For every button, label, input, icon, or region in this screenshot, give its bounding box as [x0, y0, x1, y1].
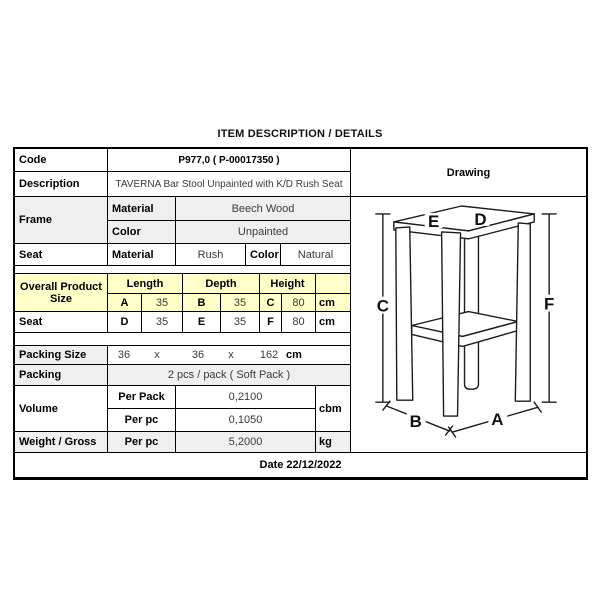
weight-per-pc-value: 5,2000 [175, 431, 316, 453]
stool-drawing [351, 197, 586, 452]
volume-per-pack-value: 0,2100 [175, 385, 316, 409]
dim-d-key: D [107, 311, 142, 333]
weight-unit: kg [315, 431, 351, 453]
drawing-label-f: F [543, 294, 555, 314]
code-value: P977,0 ( P-00017350 ) [107, 148, 351, 172]
dim-c-key: C [259, 293, 282, 312]
frame-label: Frame [14, 196, 108, 244]
seat-color-value: Natural [280, 243, 351, 266]
packing-label: Packing [14, 364, 108, 386]
stool-right-leg [515, 223, 530, 401]
description-value: TAVERNA Bar Stool Unpainted with K/D Rush Seat [107, 171, 351, 197]
dim-a-value: 35 [141, 293, 183, 312]
overall-size-unit: cm [315, 293, 351, 312]
description-label: Description [14, 171, 108, 197]
seat-size-label: Seat [14, 311, 108, 333]
frame-color-value: Unpainted [175, 220, 351, 244]
seat-color-label: Color [245, 243, 281, 266]
packing-value: 2 pcs / pack ( Soft Pack ) [107, 364, 351, 386]
depth-header: Depth [182, 273, 260, 294]
drawing-label-a: A [491, 410, 504, 430]
dim-a-key: A [107, 293, 142, 312]
height-header: Height [259, 273, 316, 294]
stool-left-leg [396, 227, 413, 400]
dim-b-value: 35 [220, 293, 260, 312]
drawing-header: Drawing [350, 148, 587, 197]
volume-per-pc-label: Per pc [107, 408, 176, 432]
drawing-label-d: D [474, 209, 487, 229]
volume-per-pack-label: Per Pack [107, 385, 176, 409]
dim-e-key: E [182, 311, 221, 333]
packing-sep-1: x [154, 349, 160, 361]
frame-color-label: Color [107, 220, 176, 244]
stool-back-leg [465, 213, 479, 389]
weight-label: Weight / Gross [14, 431, 108, 453]
drawing-panel [350, 196, 587, 453]
seat-label: Seat [14, 243, 108, 266]
packing-size-unit: cm [286, 349, 302, 361]
seat-material-value: Rush [175, 243, 246, 266]
frame-material-label: Material [107, 196, 176, 221]
spacer-band-2 [14, 332, 351, 346]
packing-size-value [107, 345, 351, 365]
page-title: ITEM DESCRIPTION / DETAILS [217, 128, 383, 140]
volume-unit: cbm [315, 385, 351, 432]
drawing-label-b: B [409, 412, 422, 432]
size-header-empty [315, 273, 351, 294]
packing-size-label: Packing Size [14, 345, 108, 365]
packing-dim-2: 36 [191, 349, 205, 361]
dim-b-key: B [182, 293, 221, 312]
seat-material-label: Material [107, 243, 176, 266]
dim-e-value: 35 [220, 311, 260, 333]
frame-material-value: Beech Wood [175, 196, 351, 221]
drawing-label-c: C [376, 296, 389, 316]
volume-label: Volume [14, 385, 108, 432]
dim-d-value: 35 [141, 311, 183, 333]
dim-f-value: 80 [281, 311, 316, 333]
stool-front-leg [442, 232, 461, 416]
overall-size-label: Overall Product Size [14, 273, 108, 312]
date-row: Date 22/12/2022 [14, 452, 587, 478]
packing-dim-3: 162 [259, 349, 279, 361]
code-label: Code [14, 148, 108, 172]
packing-sep-2: x [228, 349, 234, 361]
seat-size-unit: cm [315, 311, 351, 333]
weight-per-pc-label: Per pc [107, 431, 176, 453]
volume-per-pc-value: 0,1050 [175, 408, 316, 432]
packing-dim-1: 36 [117, 349, 131, 361]
dim-c-value: 80 [281, 293, 316, 312]
length-header: Length [107, 273, 183, 294]
drawing-label-e: E [428, 211, 440, 231]
dim-f-key: F [259, 311, 282, 333]
